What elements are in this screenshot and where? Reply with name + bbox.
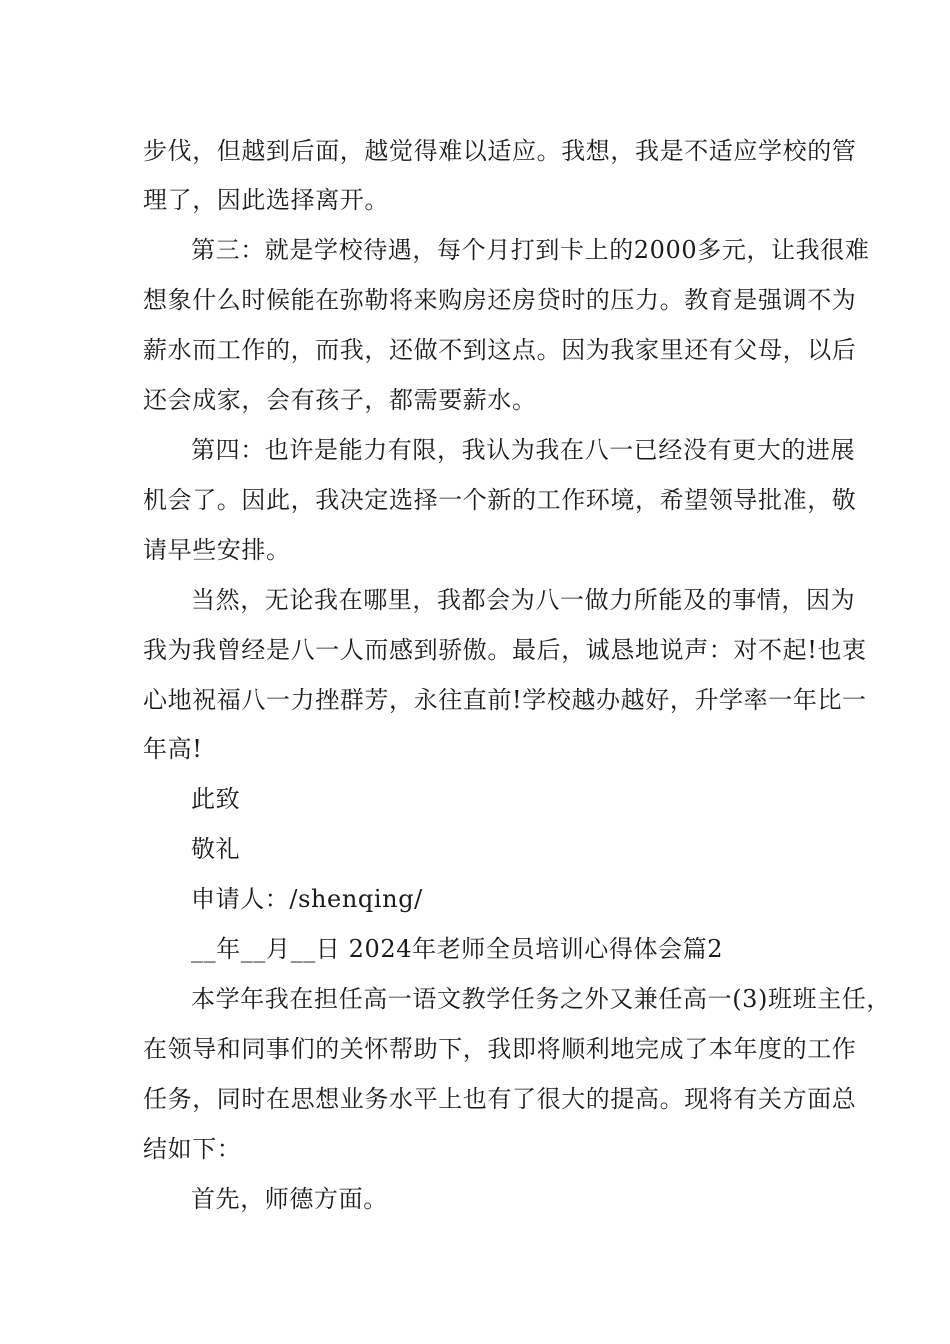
body-text-line: 机会了。因此，我决定选择一个新的工作环境，希望领导批准，敬: [143, 486, 857, 514]
date-heading-line: __年__月__日 2024年老师全员培训心得体会篇2: [191, 935, 724, 963]
body-text-line: 首先，师德方面。: [191, 1185, 388, 1213]
body-text-line: 心地祝福八一力挫群芳，永往直前!学校越办越好，升学率一年比一: [143, 686, 867, 714]
body-text-line: 想象什么时候能在弥勒将来购房还房贷时的压力。教育是强调不为: [143, 286, 857, 314]
body-text-line: 任务，同时在思想业务水平上也有了很大的提高。现将有关方面总: [143, 1085, 857, 1113]
body-text-line: 请早些安排。: [143, 536, 291, 564]
body-text-line: 步伐，但越到后面，越觉得难以适应。我想，我是不适应学校的管: [143, 137, 857, 165]
body-text-line: 当然，无论我在哪里，我都会为八一做力所能及的事情，因为: [191, 586, 856, 614]
body-text-line: 还会成家，会有孩子，都需要薪水。: [143, 386, 537, 414]
body-text-line: 在领导和同事们的关怀帮助下，我即将顺利地完成了本年度的工作: [143, 1035, 857, 1063]
body-text-line: 结如下：: [143, 1135, 242, 1163]
closing-line: 此致: [191, 785, 241, 813]
closing-line: 敬礼: [191, 835, 241, 863]
signature-line: 申请人：/shenqing/: [191, 885, 423, 913]
body-text-line: 年高!: [143, 735, 203, 763]
body-text-line: 我为我曾经是八一人而感到骄傲。最后，诚恳地说声：对不起!也衷: [143, 636, 867, 664]
body-text-line: 第四：也许是能力有限，我认为我在八一已经没有更大的进展: [191, 436, 856, 464]
body-text-line: 理了，因此选择离开。: [143, 186, 389, 214]
body-text-line: 本学年我在担任高一语文教学任务之外又兼任高一(3)班班主任，: [191, 985, 891, 1013]
body-text-line: 第三：就是学校待遇，每个月打到卡上的2000多元，让我很难: [191, 236, 870, 264]
body-text-line: 薪水而工作的，而我，还做不到这点。因为我家里还有父母，以后: [143, 336, 857, 364]
